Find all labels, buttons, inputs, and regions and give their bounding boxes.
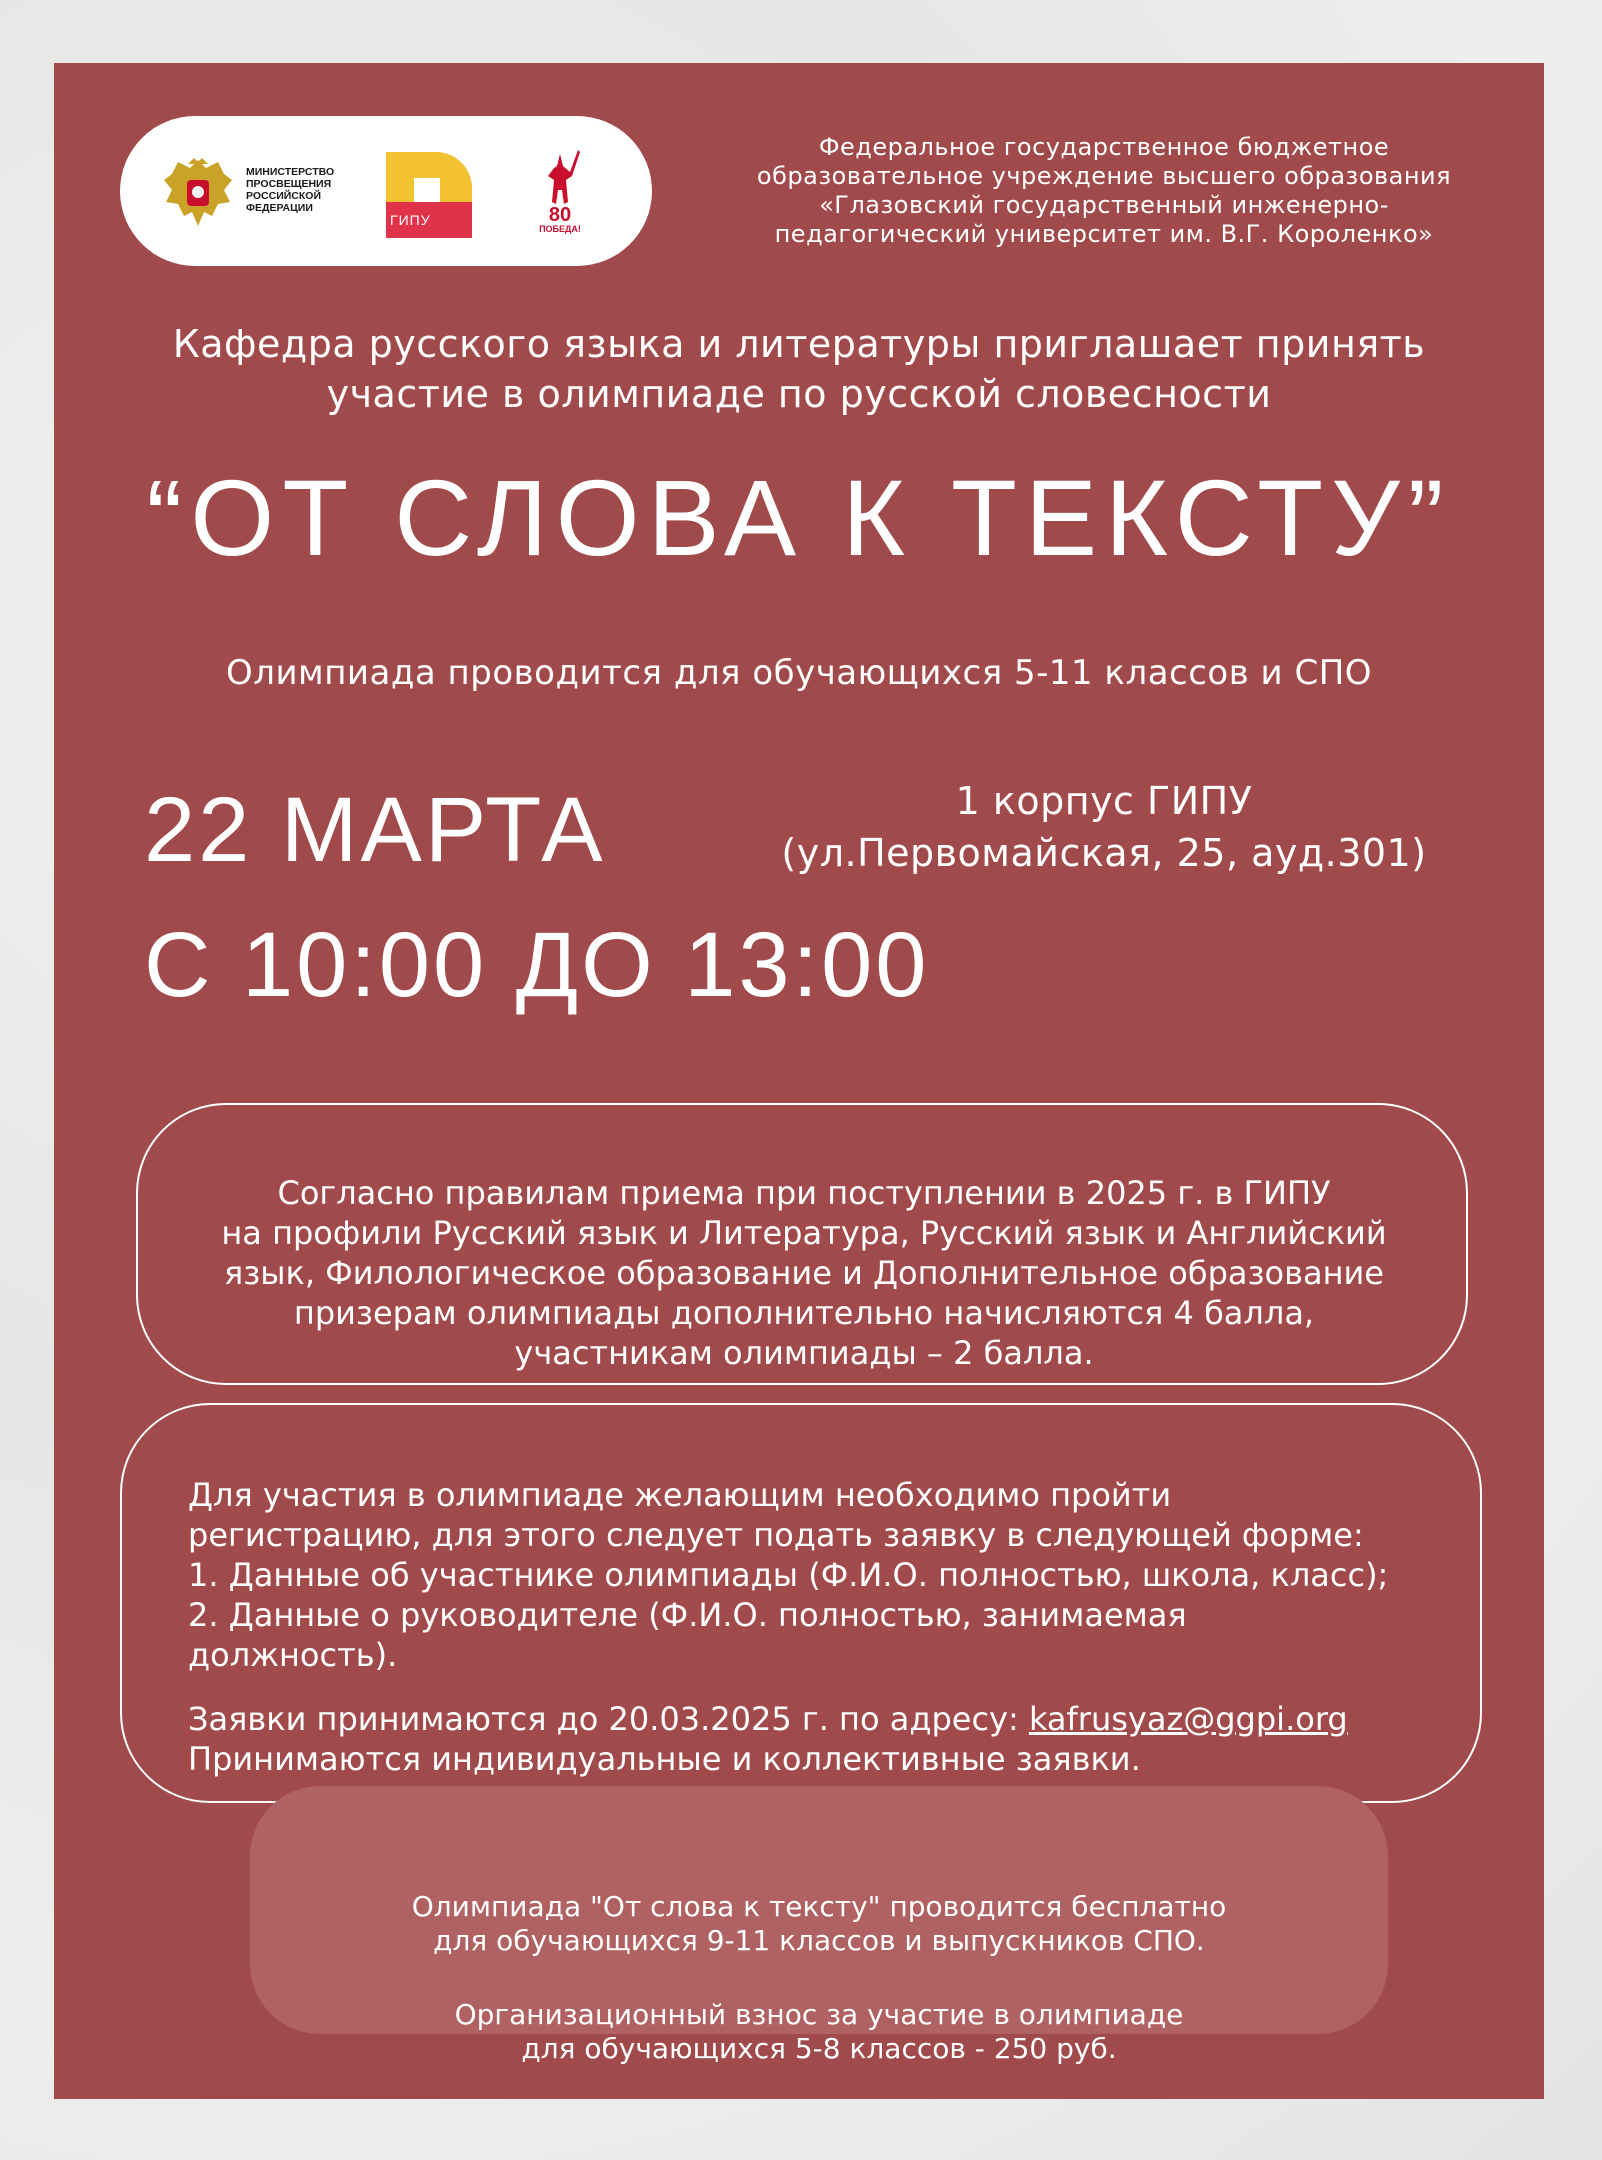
university-line: «Глазовский государственный инженерно- — [819, 191, 1389, 219]
gipu-label: ГИПУ — [390, 212, 431, 228]
fee-line: Организационный взнос за участие в олимпиаде — [454, 1998, 1184, 2031]
olympiad-title: “ОТ СЛОВА К ТЕКСТУ” — [146, 457, 1452, 578]
audience-text: Олимпиада проводится для обучающихся 5-11 классов и СПО — [225, 653, 1373, 693]
university-line: педагогический университет им. В.Г. Короленко» — [774, 220, 1434, 248]
event-date: 22 МАРТА — [144, 779, 606, 881]
fee-line: для обучающихся 5-8 классов - 250 руб. — [521, 2032, 1117, 2065]
registration-line: должность). — [188, 1636, 398, 1674]
victory-80-label: 80 — [548, 204, 572, 226]
rules-line: на профили Русский язык и Литература, Русский язык и Английский — [221, 1214, 1387, 1252]
fee-line: для обучающихся 9-11 классов и выпускников СПО. — [433, 1924, 1205, 1957]
registration-box — [120, 1403, 1482, 1803]
invitation-line: Кафедра русского языка и литературы приглашает принять — [172, 322, 1426, 366]
invitation-line: участие в олимпиаде по русской словесности — [326, 372, 1272, 416]
university-name — [674, 133, 1534, 249]
russian-emblem-icon — [160, 154, 236, 232]
university-line: Федеральное государственное бюджетное — [818, 133, 1390, 161]
accepted-applications: Принимаются индивидуальные и коллективные заявки. — [188, 1740, 1141, 1778]
invitation-text — [54, 319, 1544, 419]
deadline-line — [188, 1699, 1468, 1739]
fee-info-box — [250, 1786, 1388, 2065]
rules-line: призерам олимпиады дополнительно начисляются 4 балла, — [293, 1294, 1315, 1332]
registration-line: Для участия в олимпиаде желающим необходимо пройти — [188, 1476, 1172, 1514]
registration-line: регистрацию, для этого следует подать заявку в следующей форме: — [188, 1516, 1364, 1554]
logo-panel — [120, 116, 652, 266]
rules-line: язык, Филологическое образование и Дополнительное образование — [224, 1254, 1384, 1292]
venue-address: (ул.Первомайская, 25, ауд.301) — [781, 831, 1427, 875]
ministry-name: МИНИСТЕРСТВО ПРОСВЕЩЕНИЯ РОССИЙСКОЙ ФЕДЕРАЦИИ — [246, 166, 335, 214]
event-time: С 10:00 ДО 13:00 — [144, 914, 930, 1016]
rules-line: Согласно правилам приема при поступлении в 2025 г. в ГИПУ — [277, 1174, 1331, 1212]
admission-rules-box — [136, 1103, 1468, 1385]
deadline-text: Заявки принимаются до 20.03.2025 г. по адресу: — [188, 1700, 1029, 1738]
venue-building: 1 корпус ГИПУ — [955, 779, 1253, 823]
email-link[interactable]: kafrusyaz@ggpi.org — [1028, 1700, 1348, 1738]
fee-line: Олимпиада "От слова к тексту" проводится бесплатно — [411, 1890, 1227, 1923]
venue — [654, 775, 1554, 879]
victory-label: ПОБЕДА! — [539, 224, 581, 234]
registration-line: 2. Данные о руководителе (Ф.И.О. полностью, занимаемая — [188, 1596, 1187, 1634]
registration-line: 1. Данные об участнике олимпиады (Ф.И.О. полностью, школа, класс); — [188, 1556, 1389, 1594]
rules-line: участникам олимпиады – 2 балла. — [514, 1334, 1094, 1372]
university-line: образовательное учреждение высшего образования — [756, 162, 1452, 190]
poster — [54, 63, 1544, 2099]
